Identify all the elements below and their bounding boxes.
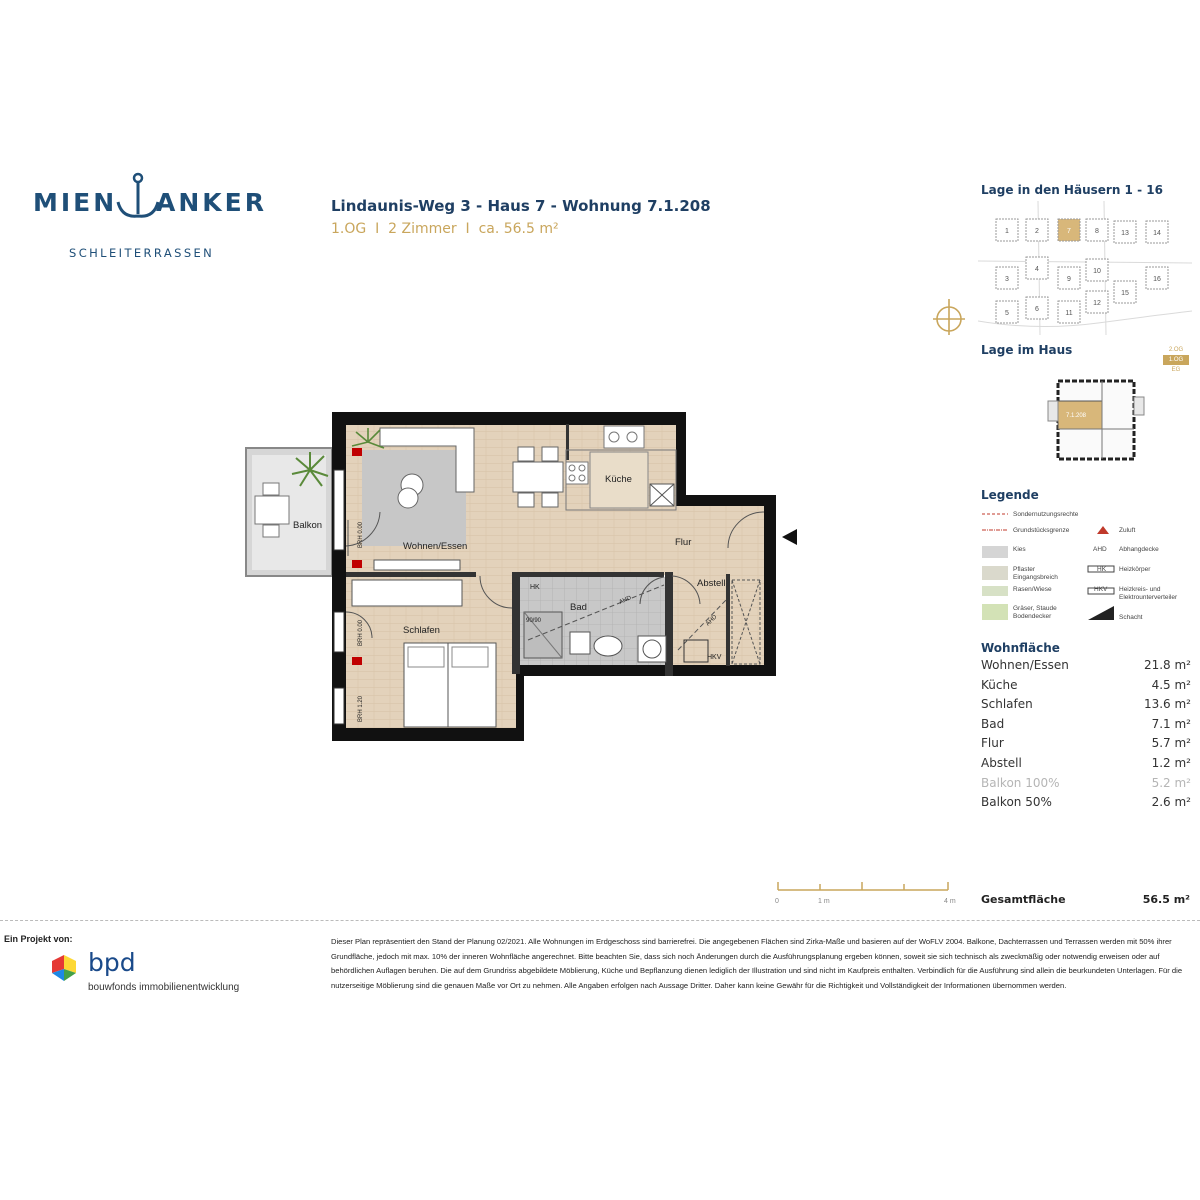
area-row (981, 736, 1191, 754)
legend-hk-label: HK (1097, 566, 1107, 573)
brand-name-left: MIEN (33, 188, 118, 217)
mark-hkv: HKV (707, 654, 722, 661)
area-name: Bad (981, 716, 1005, 731)
legend-title: Legende (981, 488, 1039, 502)
area-value: 5.7 m² (1151, 736, 1191, 751)
site-house-label-5: 5 (1005, 310, 1009, 317)
room-label-flur: Flur (675, 537, 692, 548)
area-value: 13.6 m² (1143, 697, 1191, 712)
legend-ahd-text: Abhangdecke (1119, 546, 1159, 553)
legend-hkv-text: Heizkreis- und Elektrounterverteiler (1119, 586, 1178, 601)
site-house-label-1: 1 (1005, 228, 1009, 235)
site-house-label-13: 13 (1121, 230, 1129, 237)
floor-plan (240, 405, 810, 745)
area-name: Wohnen/Essen (981, 658, 1069, 672)
area-value: 4.5 m² (1151, 677, 1191, 692)
apartment-details: 1.OG I 2 Zimmer I ca. 56.5 m² (331, 221, 559, 237)
mark-brh-2: BRH 0.00 (358, 619, 364, 646)
brand-name-right: ANKER (156, 188, 267, 217)
total-area-value: 56.5 m² (1142, 893, 1190, 906)
house-unit-label: 7.1.208 (1066, 413, 1087, 419)
mark-ahd-abstell: AHD (705, 614, 719, 628)
area-row (981, 697, 1191, 715)
wardrobe (352, 580, 462, 606)
area-value: 2.6 m² (1151, 795, 1191, 810)
legend-pflaster: Pflaster Eingangsbreich (1013, 566, 1058, 581)
mark-brh-1: BRH 0.00 (358, 521, 364, 548)
legend-graeser: Gräser, Staude Bodendecker (1013, 605, 1057, 620)
brand-subtitle: SCHLEITERRASSEN (69, 246, 215, 260)
site-map (978, 201, 1192, 335)
bpd-subtitle: bouwfonds immobilienentwicklung (88, 982, 240, 993)
mark-brh-3: BRH 1.20 (358, 695, 364, 722)
site-house-label-2: 2 (1035, 228, 1039, 235)
area-row (981, 678, 1191, 696)
area-value: 1.2 m² (1151, 756, 1191, 770)
disclaimer-text: Dieser Plan repräsentiert den Stand der Planung 02/2021. Alle Wohnungen im Erdgeschoss sind barrierefrei. Die angegebenen Flächen sind Zirka-Maße und basieren auf der WoFLV 2004. Balkone, Dachterrassen und Terrassen werden mit 50% ihrer Grundfläche, jedoch mit max. 10% der inneren Wohnfläche angerechnet. Bitte beachten Sie, dass sich noch Änderungen durch die Ausführungsplanung ergeben können, soweit sie sich technisch als zweckmäßig oder notwendig erweisen oder auf behördlichen Auflagen beruhen. Die auf dem Grundriss abgebildete Möblierung, Küche und Bepflanzung dienen lediglich der Illustration und sind nicht im Kaufpreis enthalten. Verbindlich für die Ausführung sind allein die beurkundeten Unterlagen. Für die nutzerseitige Möblierung sind die genauen Maße vor Ort zu nehmen. Alle Angaben erfolgen nach Aussage Dritter. Daher kann keine Gewähr für die Richtigkeit und Vollständigkeit der Informationen übernommen werden. (331, 937, 1183, 990)
site-house-label-12: 12 (1093, 300, 1101, 307)
areas-title: Wohnfläche (981, 641, 1060, 655)
area-name: Flur (981, 736, 1004, 751)
site-house-label-16: 16 (1153, 276, 1161, 283)
legend-hk-text: Heizkörper (1119, 566, 1151, 573)
area-value: 21.8 m² (1143, 658, 1191, 672)
room-label-abstell: Abstell (697, 578, 726, 589)
site-house-label-6: 6 (1035, 306, 1039, 313)
house-position-title: Lage im Haus (981, 343, 1073, 357)
mark-ahd-bath: AHD (618, 595, 633, 606)
area-name: Balkon 50% (981, 795, 1052, 810)
area-name: Balkon 100% (981, 775, 1060, 790)
dining-table (513, 462, 563, 492)
room-label-bad: Bad (570, 602, 587, 613)
site-house-label-14: 14 (1153, 230, 1161, 237)
scale-tick-1: 1 m (818, 898, 830, 905)
compass-icon (931, 297, 967, 337)
washbasin (594, 636, 622, 656)
scale-bar (770, 878, 960, 908)
balcony-table (255, 496, 289, 524)
site-house-label-11: 11 (1065, 310, 1073, 317)
floor-2og: 2.OG (1168, 347, 1184, 353)
total-area-label: Gesamtfläche (981, 893, 1066, 906)
site-house-label-9: 9 (1067, 276, 1071, 283)
site-map-title: Lage in den Häusern 1 - 16 (981, 183, 1163, 197)
sideboard (374, 560, 460, 570)
room-label-wohnen: Wohnen/Essen (403, 541, 468, 552)
site-house-label-8: 8 (1095, 228, 1099, 235)
site-house-label-7: 7 (1067, 228, 1071, 235)
project-label: Ein Projekt von: (4, 934, 73, 944)
area-row (981, 795, 1191, 813)
legend-schacht: Schacht (1119, 614, 1143, 621)
footer-divider (0, 920, 1200, 921)
legend-zuluft: Zuluft (1119, 527, 1136, 534)
house-floor-plan (1046, 377, 1146, 463)
bpd-logo-icon (48, 951, 82, 985)
apartment-address: Lindaunis-Weg 3 - Haus 7 - Wohnung 7.1.208 (331, 197, 711, 215)
mark-hk: HK (530, 584, 540, 591)
site-house-label-3: 3 (1005, 276, 1009, 283)
legend-kies: Kies (1013, 546, 1026, 553)
area-row (981, 776, 1191, 794)
area-value: 7.1 m² (1151, 716, 1191, 731)
area-row (981, 658, 1191, 676)
site-house-label-10: 10 (1093, 268, 1101, 275)
room-label-schlafen: Schlafen (403, 625, 440, 636)
entrance-arrow (782, 529, 797, 545)
legend-hkv-label: HKV (1094, 586, 1108, 593)
site-house-label-15: 15 (1121, 290, 1129, 297)
floor-indicator (1163, 345, 1189, 375)
area-row (981, 756, 1191, 774)
bpd-name: bpd (88, 948, 136, 977)
floor-1og: 1.OG (1163, 355, 1189, 365)
area-name: Abstell (981, 756, 1022, 770)
legend-ahd-label: AHD (1093, 546, 1107, 553)
room-label-balkon: Balkon (293, 520, 323, 531)
area-row (981, 717, 1191, 735)
mark-shower: 90/90 (526, 618, 542, 624)
site-house-label-4: 4 (1035, 266, 1039, 273)
scale-tick-4: 4 m (944, 898, 956, 905)
area-name: Küche (981, 677, 1018, 692)
legend-sondernutzung: Sondernutzungsrechte (1013, 511, 1079, 518)
legend-symbols (980, 508, 1190, 624)
legend-grundstueck: Grundstücksgrenze (1013, 527, 1070, 534)
area-name: Schlafen (981, 697, 1033, 712)
area-value: 5.2 m² (1151, 775, 1191, 790)
room-label-kueche: Küche (605, 474, 632, 485)
scale-tick-0: 0 (775, 898, 779, 905)
legend-rasen: Rasen/Wiese (1013, 586, 1052, 593)
floor-eg: EG (1171, 367, 1181, 373)
